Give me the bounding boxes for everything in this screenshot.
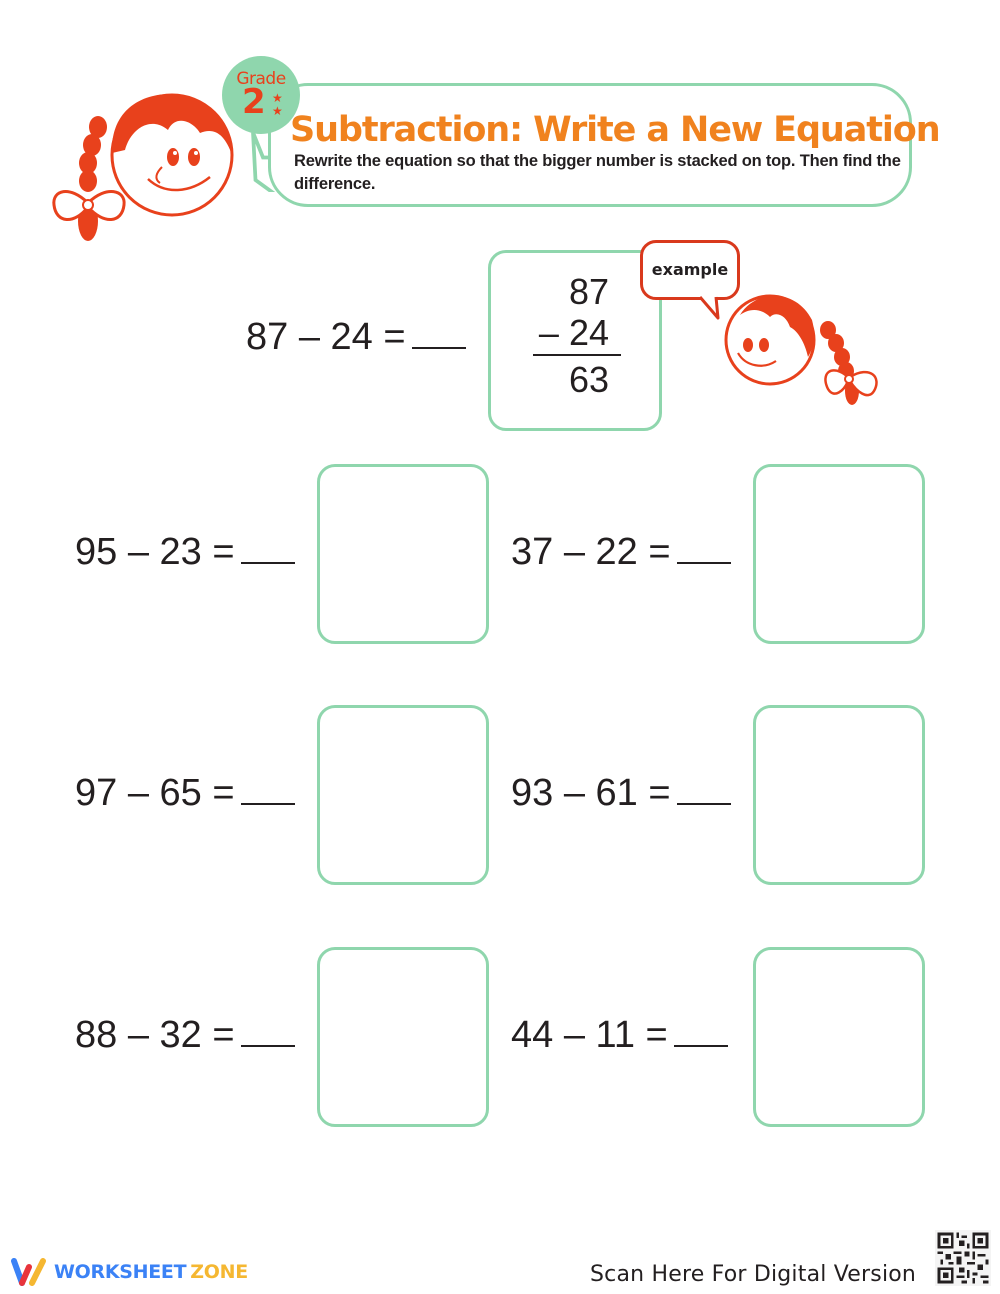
girl-character-icon (720, 285, 890, 410)
qr-code-icon[interactable] (935, 1230, 991, 1286)
stack-top: 87 (568, 271, 609, 312)
page-title: Subtraction: Write a New Equation (290, 110, 940, 150)
answer-box[interactable] (317, 464, 489, 644)
answer-blank[interactable] (241, 775, 295, 805)
problem-equation (75, 772, 295, 815)
grade-number: 2 (242, 82, 266, 122)
problem-equation (75, 531, 295, 574)
answer-blank[interactable] (677, 775, 731, 805)
problem-equation (75, 1014, 295, 1057)
worksheet-zone-logo[interactable] (10, 1258, 248, 1286)
stack-bottom: – 24 (538, 312, 609, 353)
answer-blank (412, 319, 466, 349)
equation-text: 37 – 22 = (511, 531, 671, 573)
equation-text: 88 – 32 = (75, 1014, 235, 1056)
instructions: Rewrite the equation so that the bigger number is stacked on top. Then find the difference. (294, 152, 901, 193)
example-answer-box (488, 250, 662, 431)
stack-result: 63 (568, 359, 609, 400)
answer-blank[interactable] (241, 1017, 295, 1047)
logo-text-worksheet: WORKSHEET (54, 1261, 187, 1283)
answer-blank[interactable] (241, 534, 295, 564)
girl-character-icon (50, 75, 240, 245)
answer-box[interactable] (753, 464, 925, 644)
stack-divider (533, 354, 621, 356)
answer-blank[interactable] (677, 534, 731, 564)
star-icon: ★ ★ (272, 91, 283, 118)
scan-text: Scan Here For Digital Version (590, 1262, 917, 1287)
equation-text: 93 – 61 = (511, 772, 671, 814)
answer-box[interactable] (753, 947, 925, 1127)
example-label: example (651, 260, 729, 279)
answer-blank[interactable] (674, 1017, 728, 1047)
problem-equation (511, 1014, 728, 1057)
answer-box[interactable] (317, 705, 489, 885)
example-equation (246, 316, 466, 359)
equation-text: 95 – 23 = (75, 531, 235, 573)
grade-badge (222, 56, 300, 134)
equation-text: 87 – 24 = (246, 316, 406, 358)
equation-text: 44 – 11 = (511, 1014, 668, 1056)
answer-box[interactable] (317, 947, 489, 1127)
grade-label: Grade (236, 69, 286, 89)
problem-equation (511, 772, 731, 815)
logo-w-icon (10, 1258, 48, 1286)
answer-box[interactable] (753, 705, 925, 885)
logo-text-zone: ZONE (190, 1261, 248, 1283)
equation-text: 97 – 65 = (75, 772, 235, 814)
problem-equation (511, 531, 731, 574)
